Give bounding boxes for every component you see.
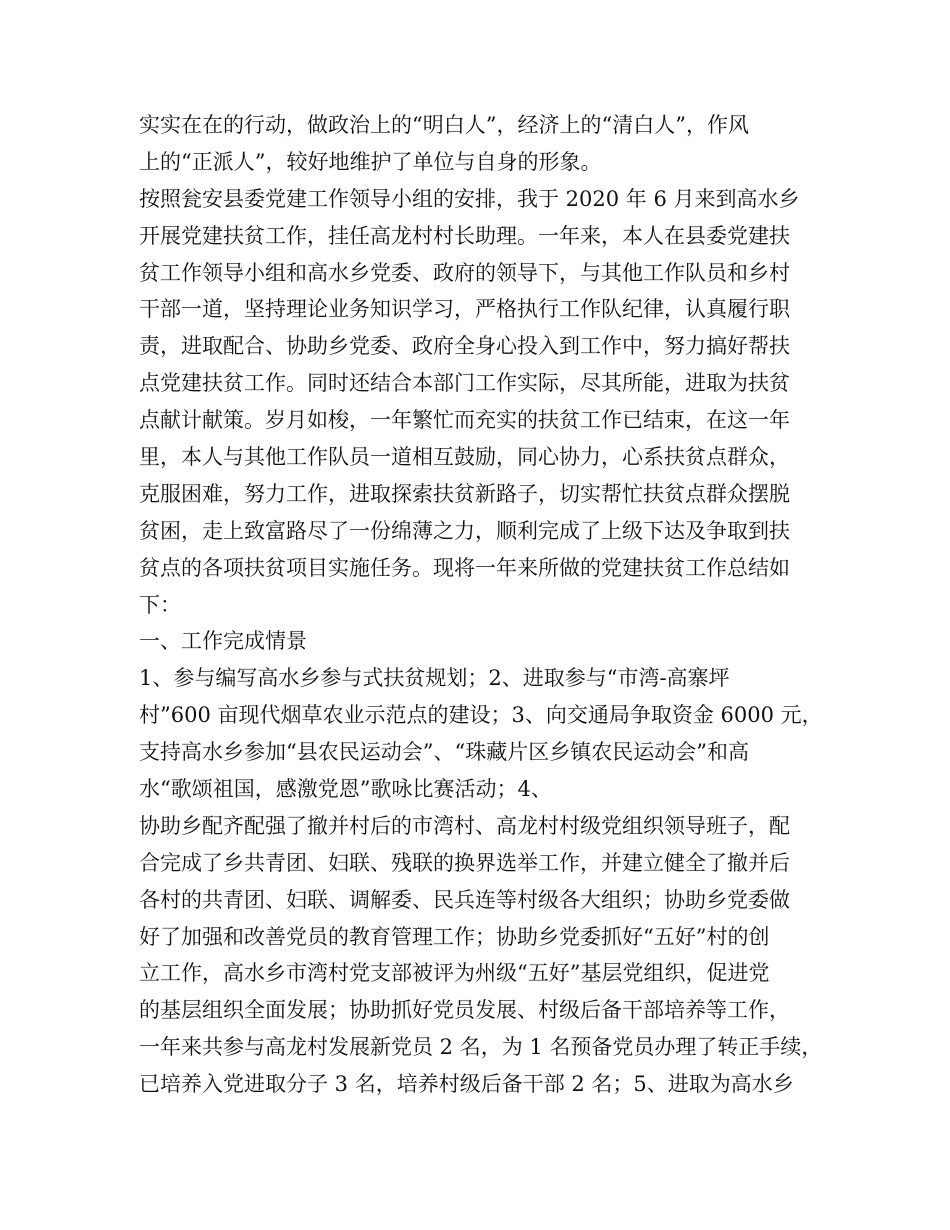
text-line: 村”600 亩现代烟草农业示范点的建设；3、向交通局争取资金 6000 元， bbox=[139, 703, 823, 728]
text-line: 开展党建扶贫工作，挂任高龙村村长助理。一年来，本人在县委党建扶 bbox=[139, 223, 790, 248]
body-text bbox=[139, 107, 823, 1103]
text-line: 支持高水乡参加“县农民运动会”、“珠藏片区乡镇农民运动会”和高 bbox=[139, 740, 749, 765]
text-line: 水“歌颂祖国，感激党恩”歌咏比赛活动；4、 bbox=[139, 777, 552, 802]
text-line: 下： bbox=[139, 592, 181, 617]
text-line: 一年来共参与高龙村发展新党员 2 名，为 1 名预备党员办理了转正手续， bbox=[139, 1035, 823, 1060]
text-line: 干部一道，坚持理论业务知识学习，严格执行工作队纪律，认真履行职 bbox=[139, 297, 790, 322]
text-line: 上的“正派人”，较好地维护了单位与自身的形象。 bbox=[139, 149, 602, 174]
text-line: 按照瓮安县委党建工作领导小组的安排，我于 2020 年 6 月来到高水乡 bbox=[139, 186, 800, 211]
text-line: 的基层组织全面发展；协助抓好党员发展、村级后备干部培养等工作， bbox=[139, 998, 790, 1023]
text-line: 立工作，高水乡市湾村党支部被评为州级“五好”基层党组织，促进党 bbox=[139, 961, 770, 986]
text-line: 合完成了乡共青团、妇联、残联的换界选举工作，并建立健全了撤并后 bbox=[139, 850, 790, 875]
text-line: 贫工作领导小组和高水乡党委、政府的领导下，与其他工作队员和乡村 bbox=[139, 260, 790, 285]
text-line: 责，进取配合、协助乡党委、政府全身心投入到工作中，努力搞好帮扶 bbox=[139, 334, 790, 359]
text-line: 贫点的各项扶贫项目实施任务。现将一年来所做的党建扶贫工作总结如 bbox=[139, 555, 790, 580]
section-heading: 一、工作完成情景 bbox=[139, 629, 307, 654]
text-line: 各村的共青团、妇联、调解委、民兵连等村级各大组织；协助乡党委做 bbox=[139, 887, 790, 912]
text-line: 点党建扶贫工作。同时还结合本部门工作实际，尽其所能，进取为扶贫 bbox=[139, 371, 790, 396]
text-line: 实实在在的行动，做政治上的“明白人”，经济上的“清白人”，作风 bbox=[139, 113, 749, 137]
text-line: 点献计献策。岁月如梭，一年繁忙而充实的扶贫工作已结束，在这一年 bbox=[139, 408, 790, 433]
text-line: 贫困，走上致富路尽了一份绵薄之力，顺利完成了上级下达及争取到扶 bbox=[139, 518, 790, 543]
text-line: 协助乡配齐配强了撤并村后的市湾村、高龙村村级党组织领导班子，配 bbox=[139, 813, 790, 838]
text-line: 克服困难，努力工作，进取探索扶贫新路子，切实帮忙扶贫点群众摆脱 bbox=[139, 481, 790, 506]
text-line: 已培养入党进取分子 3 名，培养村级后备干部 2 名；5、进取为高水乡 bbox=[139, 1072, 794, 1097]
text-line: 1、参与编写高水乡参与式扶贫规划；2、进取参与“市湾-高寨坪 bbox=[139, 666, 730, 691]
text-line: 好了加强和改善党员的教育管理工作；协助乡党委抓好“五好”村的创 bbox=[139, 924, 770, 949]
text-line: 里，本人与其他工作队员一道相互鼓励，同心协力，心系扶贫点群众， bbox=[139, 445, 790, 470]
